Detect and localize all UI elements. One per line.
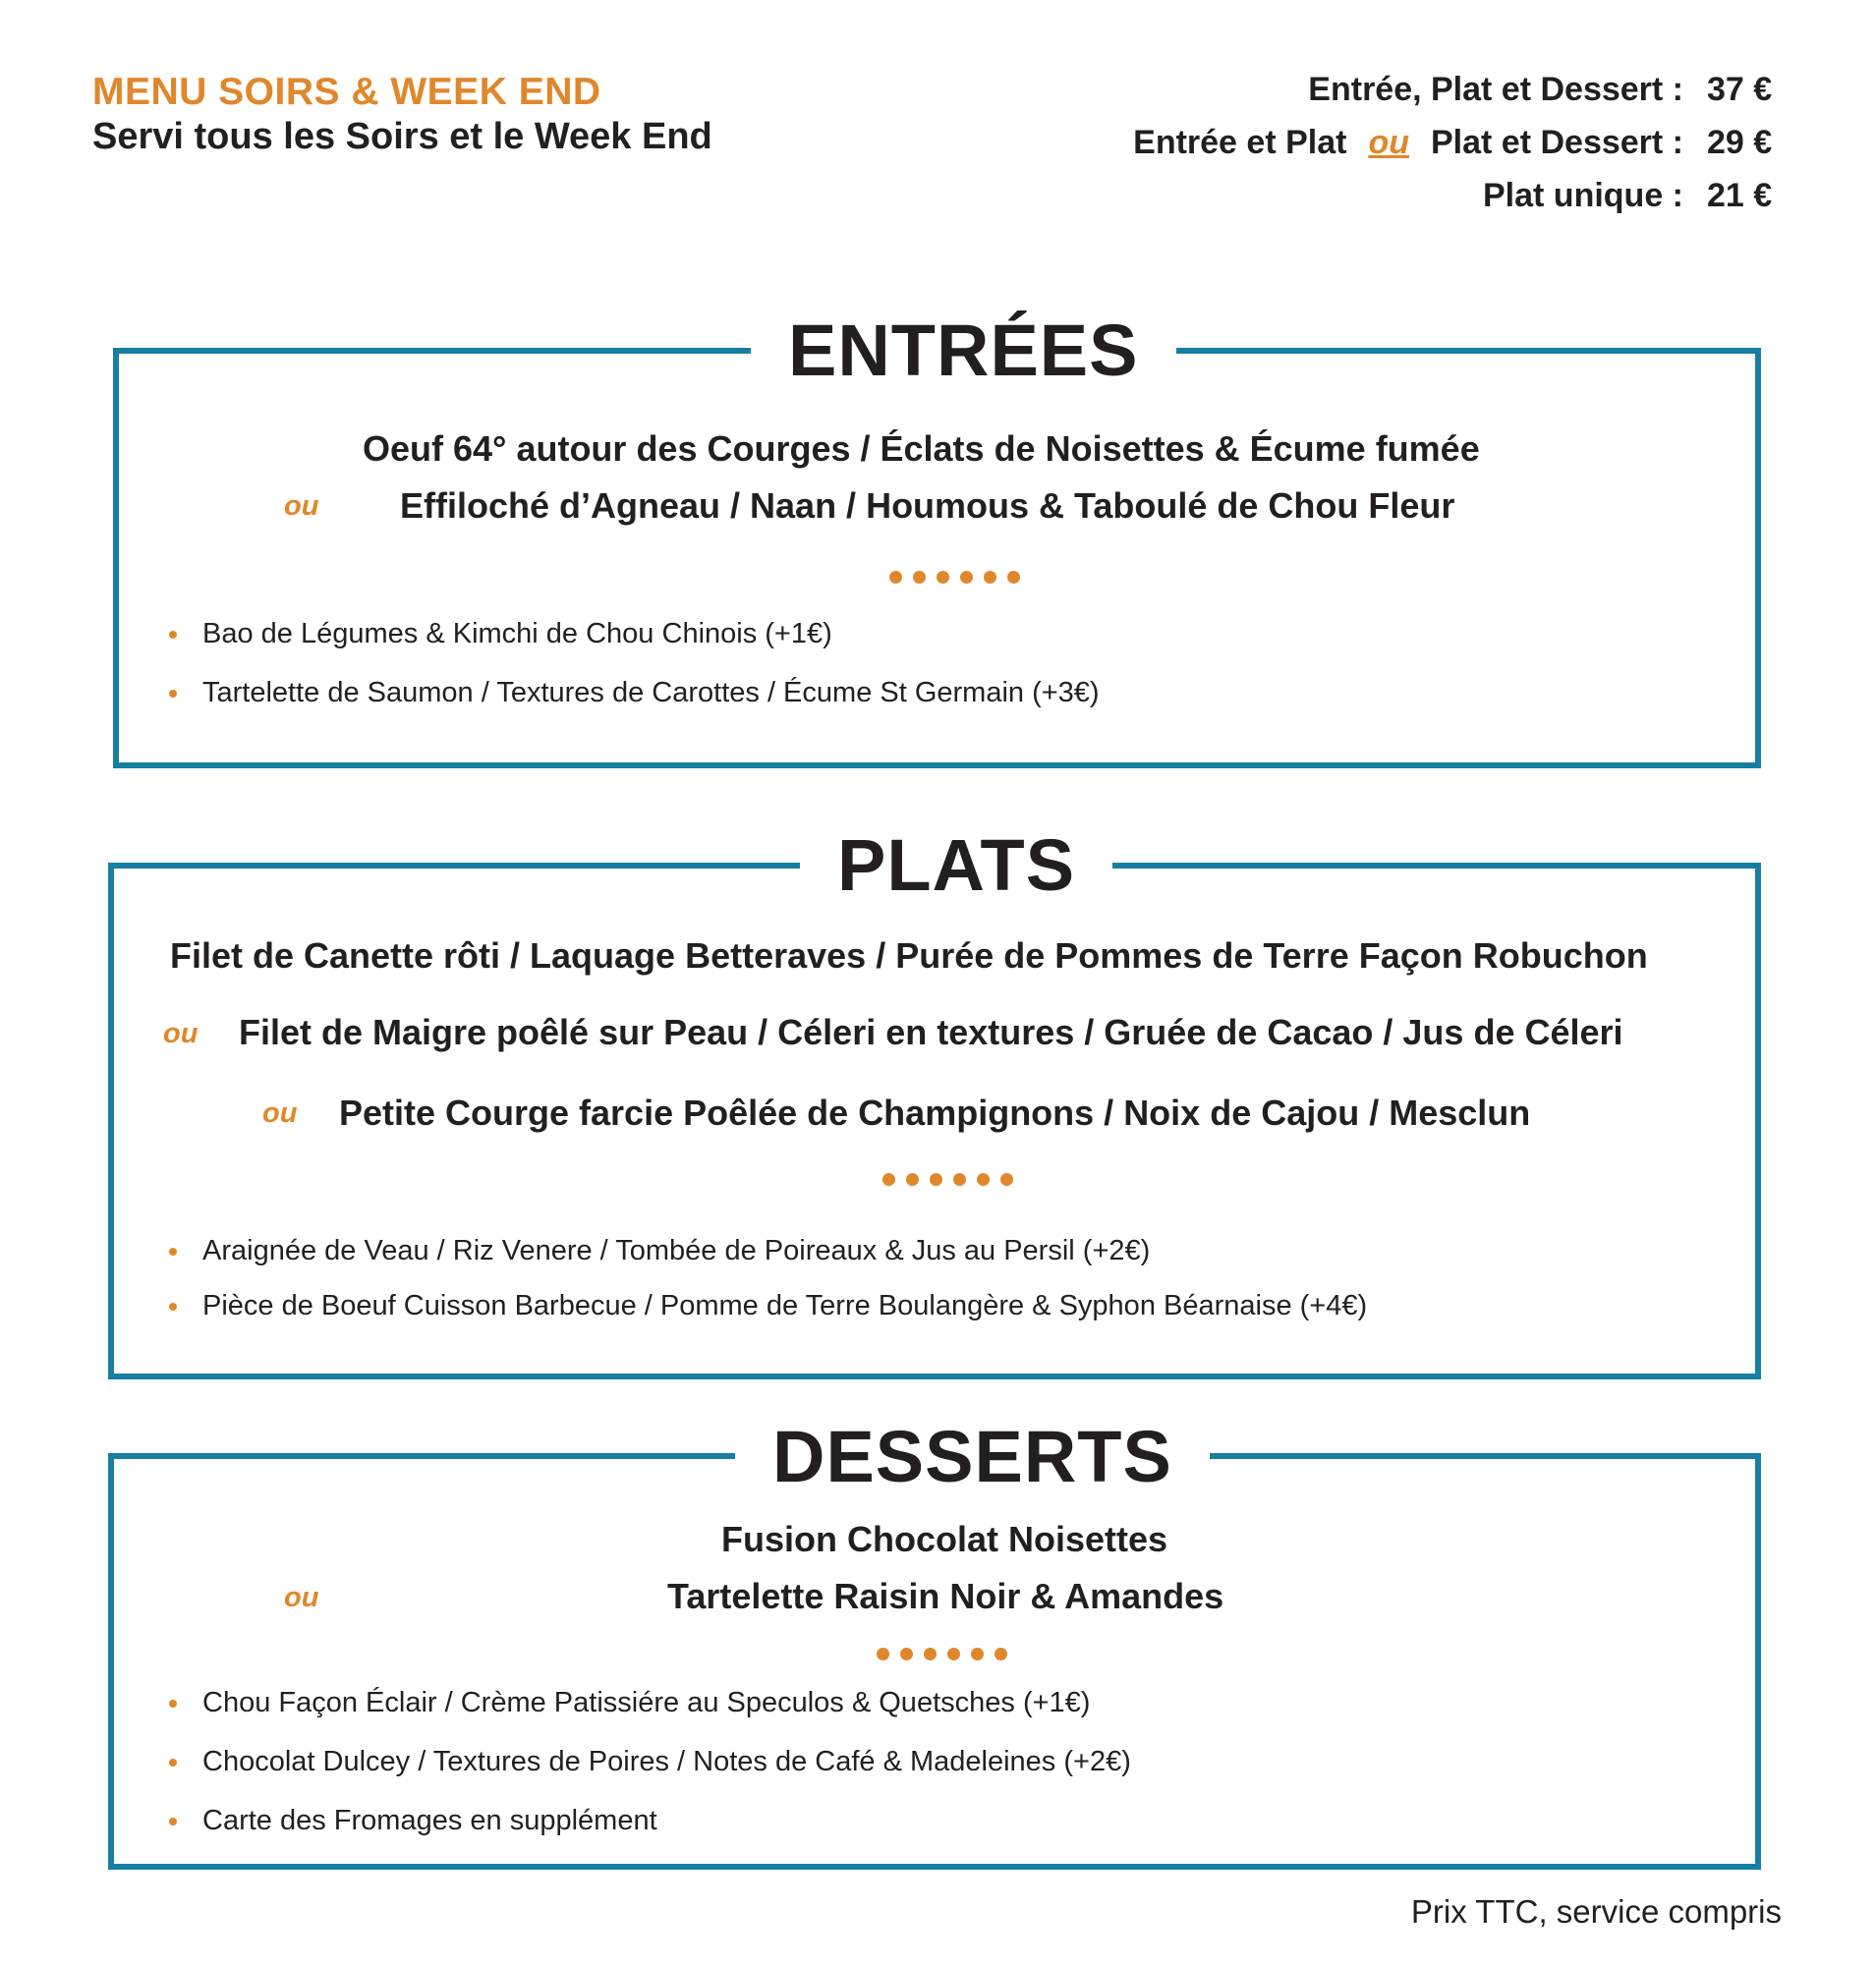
plats-extra-2-text: Pièce de Boeuf Cuisson Barbecue / Pomme de Terre Boulangère & Syphon Béarnaise (+4€) — [202, 1290, 1368, 1321]
price-value-single: 21 € — [1707, 177, 1773, 214]
divider-dot — [1007, 571, 1020, 584]
desserts-title: DESSERTS — [735, 1421, 1210, 1493]
price-value-full: 37 € — [1707, 71, 1773, 108]
bullet-icon — [169, 631, 177, 639]
plats-dish-3: Petite Courge farcie Poêlée de Champignons / Noix de Cajou / Mesclun — [339, 1093, 1531, 1133]
desserts-extra-2 — [169, 1746, 1131, 1778]
price-ou: ou — [1368, 124, 1409, 161]
price-row-two-course — [902, 124, 1787, 173]
price-label-full: Entrée, Plat et Dessert : — [1308, 71, 1683, 108]
menu-subtitle: Servi tous les Soirs et le Week End — [92, 116, 712, 157]
bullet-icon — [169, 1248, 177, 1256]
price-note: Prix TTC, service compris — [1410, 1893, 1782, 1930]
desserts-extra-3 — [169, 1805, 657, 1837]
bullet-icon — [169, 1700, 177, 1708]
bullet-icon — [169, 1303, 177, 1311]
plats-extra-1 — [169, 1235, 1150, 1267]
entrees-dish-2: Effiloché d’Agneau / Naan / Houmous & Taboulé de Chou Fleur — [400, 485, 1455, 526]
desserts-ou-1: ou — [284, 1582, 319, 1613]
price-label-main-dessert: Plat et Dessert : — [1431, 124, 1683, 161]
plats-dish-2: Filet de Maigre poêlé sur Peau / Céleri en textures / Gruée de Cacao / Jus de Céleri — [239, 1012, 1623, 1052]
price-value-two-course: 29 € — [1707, 124, 1773, 161]
entrees-extra-1-text: Bao de Légumes & Kimchi de Chou Chinois (+1€) — [202, 618, 832, 649]
plats-extra-2 — [169, 1290, 1367, 1322]
entrees-ou-1: ou — [284, 490, 319, 522]
entrees-extra-2 — [169, 677, 1100, 709]
divider-dot — [947, 1648, 960, 1660]
menu-title: MENU SOIRS & WEEK END — [92, 71, 601, 113]
plats-extra-1-text: Araignée de Veau / Riz Venere / Tombée de Poireaux & Jus au Persil (+2€) — [202, 1235, 1151, 1266]
divider-dot — [877, 1648, 889, 1660]
plats-ou-2: ou — [262, 1097, 298, 1129]
divider-dot — [913, 571, 926, 584]
desserts-divider — [877, 1648, 1007, 1660]
divider-dot — [900, 1648, 913, 1660]
plats-ou-1: ou — [163, 1018, 199, 1049]
divider-dot — [882, 1173, 895, 1186]
divider-dot — [924, 1648, 937, 1660]
entrees-extra-1 — [169, 618, 832, 650]
divider-dot — [937, 571, 949, 584]
desserts-extra-3-text: Carte des Fromages en supplément — [202, 1805, 657, 1836]
entrees-extra-2-text: Tartelette de Saumon / Textures de Carottes / Écume St Germain (+3€) — [202, 677, 1100, 708]
plats-divider — [882, 1173, 1013, 1186]
divider-dot — [960, 571, 973, 584]
divider-dot — [971, 1648, 984, 1660]
bullet-icon — [169, 1818, 177, 1825]
divider-dot — [977, 1173, 990, 1186]
bullet-icon — [169, 690, 177, 698]
desserts-dish-1: Fusion Chocolat Noisettes — [721, 1519, 1168, 1559]
divider-dot — [984, 571, 996, 584]
price-row-full — [902, 71, 1787, 120]
price-row-single — [902, 177, 1787, 226]
plats-title: PLATS — [800, 829, 1112, 902]
price-label-two-course — [1133, 124, 1683, 162]
divider-dot — [1000, 1173, 1013, 1186]
desserts-dish-2: Tartelette Raisin Noir & Amandes — [667, 1576, 1224, 1616]
divider-dot — [930, 1173, 942, 1186]
divider-dot — [995, 1648, 1007, 1660]
desserts-extra-1 — [169, 1687, 1090, 1719]
price-label-single: Plat unique : — [1483, 177, 1683, 214]
price-label-starter-main: Entrée et Plat — [1133, 124, 1347, 161]
divider-dot — [906, 1173, 919, 1186]
plats-dish-1: Filet de Canette rôti / Laquage Betteraves / Purée de Pommes de Terre Façon Robuchon — [170, 935, 1648, 976]
divider-dot — [889, 571, 902, 584]
bullet-icon — [169, 1759, 177, 1767]
desserts-extra-1-text: Chou Façon Éclair / Crème Patissiére au Speculos & Quetsches (+1€) — [202, 1687, 1091, 1718]
desserts-extra-2-text: Chocolat Dulcey / Textures de Poires / Notes de Café & Madeleines (+2€) — [202, 1746, 1131, 1777]
divider-dot — [953, 1173, 966, 1186]
entrees-divider — [889, 571, 1020, 584]
entrees-title: ENTRÉES — [751, 314, 1176, 387]
entrees-dish-1: Oeuf 64° autour des Courges / Éclats de Noisettes & Écume fumée — [363, 428, 1480, 469]
